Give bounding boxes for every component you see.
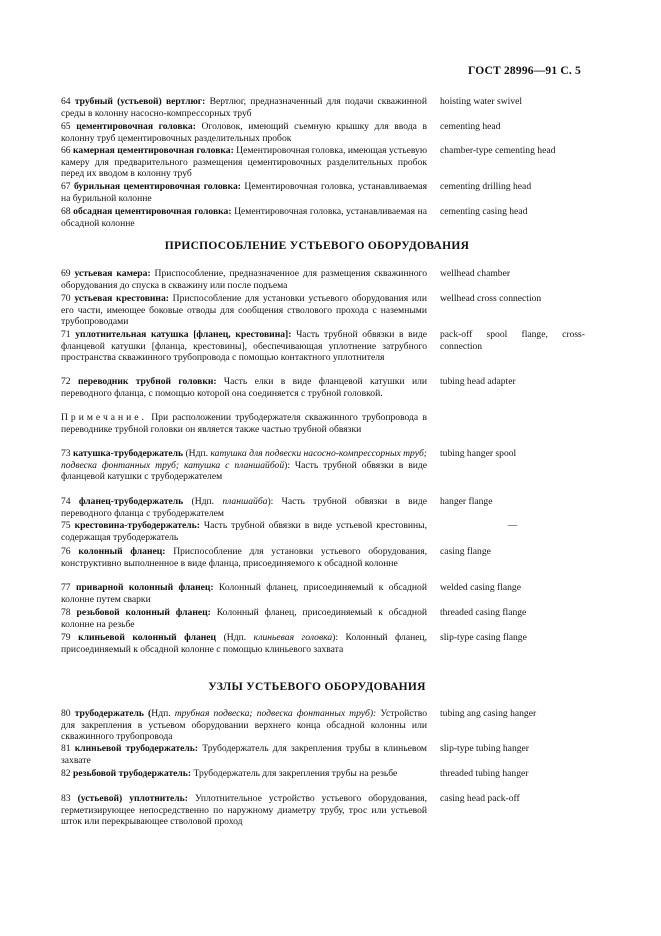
term-entry-73 <box>47 448 427 483</box>
term-number: 79 <box>61 632 71 643</box>
term-entry-65 <box>47 121 427 144</box>
term-english-79: slip-type casing flange <box>440 632 527 643</box>
term-definition: Колонный фланец, присоединяемый к обсадной колонне путем сварки <box>61 582 427 605</box>
term-number: 77 <box>61 582 71 593</box>
deprecated-terms: планшайба <box>222 496 268 507</box>
term-name: уплотнительная катушка [фланец, крестовина]: <box>75 329 292 340</box>
term-number: 70 <box>61 293 71 304</box>
term-english-81: slip-type tubing hanger <box>440 743 529 754</box>
term-definition: Цементировочная головка, имеющая устьевую камеру для предварительного размещения цементировочных разделительных пробок перед их вводом в колонну труб <box>61 145 427 180</box>
term-english-80: tubing ang casing hanger <box>440 708 537 719</box>
term-name: резьбовой колонный фланец: <box>76 607 211 618</box>
term-name: фланец-трубодержатель <box>78 496 184 507</box>
term-entry-67 <box>47 181 427 204</box>
term-number: 64 <box>61 96 71 107</box>
term-name: трубный (устьевой) вертлюг: <box>74 96 206 107</box>
term-definition: Трубодержатель для закрепления трубы в клиньевом захвате <box>61 743 428 766</box>
term-definition: Трубодержатель для закрепления трубы на резьбе <box>191 768 398 779</box>
term-name: цементировочная головка: <box>76 121 196 132</box>
term-english-74: hanger flange <box>440 496 493 507</box>
term-definition: Часть трубной обвязки в виде фланцевой катушки [фланца, крестовины], обеспечивающая уплотнение затрубного пространства скважинного трубопровода с помощью контактного уплотнителя <box>61 329 427 364</box>
note-label: Примечание. <box>61 412 147 423</box>
term-english-82: threaded tubing hanger <box>440 768 529 779</box>
term-entry-75 <box>47 520 427 543</box>
term-english-64: hoisting water swivel <box>440 96 523 107</box>
term-entry-71 <box>47 329 427 364</box>
term-entry-69 <box>47 268 427 291</box>
term-number: 80 <box>61 708 71 719</box>
section-heading: ПРИСПОСОБЛЕНИЕ УСТЬЕВОГО ОБОРУДОВАНИЯ <box>164 240 470 252</box>
term-number: 73 <box>61 448 71 459</box>
term-entry-64 <box>47 96 427 119</box>
term-definition: Цементировочная головка, устанавливаемая на обсадной колонне <box>61 206 427 229</box>
term-number: 83 <box>61 793 71 804</box>
deprecated-prefix: (Ндп. <box>216 632 254 643</box>
term-name: устьевая камера: <box>74 268 151 279</box>
term-definition: Цементировочная головка, устанавливаемая на бурильной колонне <box>61 181 427 204</box>
term-name: бурильная цементировочная головка: <box>74 181 241 192</box>
term-english-68: cementing casing head <box>440 206 528 217</box>
term-entry-78 <box>47 607 427 630</box>
deprecated-terms: катушка для подвески насосно-компрессорных труб; подвеска фонтанных труб; катушка с планшайбой <box>61 448 427 471</box>
term-name: переводник трубной головки: <box>77 376 217 387</box>
term-name: приварной колонный фланец: <box>75 582 214 593</box>
term-english-76: casing flange <box>440 546 491 557</box>
term-entry-74 <box>47 496 427 519</box>
term-definition: Устройство для закрепления в устьевом оборудовании верхнего конца обсадной колонны или скважинного трубопровода <box>61 708 427 743</box>
term-number: 81 <box>61 743 71 754</box>
deprecated-prefix: (Ндп. <box>183 448 211 459</box>
page-header: ГОСТ 28996—91 С. 5 <box>468 65 581 77</box>
term-english-69: wellhead chamber <box>440 268 511 279</box>
deprecated-prefix: Ндп. <box>151 708 175 719</box>
term-english-70: wellhead cross connection <box>440 293 542 304</box>
term-entry-70 <box>47 293 427 328</box>
term-definition: Приспособление, предназначенное для размещения скважинного оборудования до спуска в скважину или после подъема <box>61 268 428 291</box>
term-number: 67 <box>61 181 71 192</box>
term-entry-68 <box>47 206 427 229</box>
term-name: клиньевой трубодержатель: <box>74 743 199 754</box>
term-entry-77 <box>47 582 427 605</box>
term-name: крестовина-трубодержатель: <box>74 520 200 531</box>
term-entry-79 <box>47 632 427 655</box>
term-number: 75 <box>61 520 71 531</box>
term-name: колонный фланец: <box>78 546 166 557</box>
term-english-72: tubing head adapter <box>440 376 516 387</box>
term-english-77: welded casing flange <box>440 582 521 593</box>
term-entry-66 <box>47 145 427 180</box>
term-number: 78 <box>61 607 71 618</box>
term-number: 76 <box>61 546 71 557</box>
term-entry-72 <box>47 376 427 399</box>
term-definition: Вертлюг, предназначенный для подачи скважинной среды в колонну насосно-компрессорных труб <box>61 96 427 119</box>
term-number: 74 <box>61 496 71 507</box>
term-name: клиньевой колонный фланец <box>78 632 217 643</box>
term-english-78: threaded casing flange <box>440 607 527 618</box>
term-name: камерная цементировочная головка: <box>73 145 234 156</box>
term-definition: Часть елки в виде фланцевой катушки или переводного фланца, с помощью которой она соединяется с трубной головкой. <box>61 376 427 399</box>
term-number: 82 <box>61 768 71 779</box>
term-definition: ): Колонный фланец, присоединяемый к обсадной колонне с помощью клиньевого захвата <box>61 632 427 655</box>
term-definition: Колонный фланец, присоединяемый к обсадной колонне на резьбе <box>61 607 427 630</box>
term-english-65: cementing head <box>440 121 501 132</box>
term-name: обсадная цементировочная головка: <box>73 206 232 217</box>
term-entry-80 <box>47 708 427 743</box>
term-definition: Приспособление для установки устьевого оборудования или его части, имеющее боковые отводы для сообщения стволового прохода с наземными трубопроводами <box>61 293 427 328</box>
term-definition: Уплотнительное устройство устьевого оборудования, герметизирующее непосредственно по наружному диаметру трубу, трос или устьевой шток или перекрывающее стволовой проход <box>61 793 427 828</box>
term-definition: Оголовок, имеющий съемную крышку для ввода в колонну труб цементировочных разделительных пробок <box>61 121 427 144</box>
term-name: резьбовой трубодержатель: <box>73 768 192 779</box>
term-entry-81 <box>47 743 427 766</box>
term-name: катушка-трубодержатель <box>73 448 184 459</box>
term-english-66: chamber-type cementing head <box>440 145 556 156</box>
term-number: 72 <box>61 376 71 387</box>
term-english-73: tubing hanger spool <box>440 448 517 459</box>
term-definition: Часть трубной обвязки в виде устьевой крестовины, содержащая трубодержатель <box>61 520 427 543</box>
term-definition: ): Часть трубной обвязки в виде фланцевой катушки с трубодержателем <box>61 459 427 483</box>
term-entry-76 <box>47 546 427 569</box>
section-heading: УЗЛЫ УСТЬЕВОГО ОБОРУДОВАНИЯ <box>208 681 426 693</box>
term-entry-83 <box>47 793 427 828</box>
note-text: При расположении трубодержателя скважинного трубопровода в переводнике трубной головки он является также частью трубной обвязки <box>61 412 427 435</box>
term-name: устьевая крестовина: <box>74 293 169 304</box>
deprecated-terms: трубная подвеска; подвеска фонтанных труб): <box>174 708 377 719</box>
deprecated-prefix: (Ндп. <box>183 496 223 507</box>
term-english-67: cementing drilling head <box>440 181 532 192</box>
term-name: трубодержатель ( <box>74 708 152 719</box>
term-definition: ): Часть трубной обвязки в виде переводного фланца с трубодержателем <box>61 496 427 519</box>
term-english-71: pack-off spool flange, cross-connection <box>440 329 585 352</box>
term-number: 66 <box>61 145 71 156</box>
term-entry-82 <box>47 768 427 780</box>
note <box>47 412 427 435</box>
deprecated-terms: клиньевая головка <box>253 632 333 643</box>
term-english-83: casing head pack-off <box>440 793 520 804</box>
term-english-75: — <box>507 520 518 531</box>
term-number: 65 <box>61 121 71 132</box>
term-number: 68 <box>61 206 71 217</box>
term-number: 69 <box>61 268 71 279</box>
term-number: 71 <box>61 329 71 340</box>
term-definition: Приспособление для установки устьевого оборудования, конструктивно выполненное в виде фланца, присоединяемого к обсадной колонне <box>61 546 427 569</box>
term-name: (устьевой) уплотнитель: <box>77 793 188 804</box>
